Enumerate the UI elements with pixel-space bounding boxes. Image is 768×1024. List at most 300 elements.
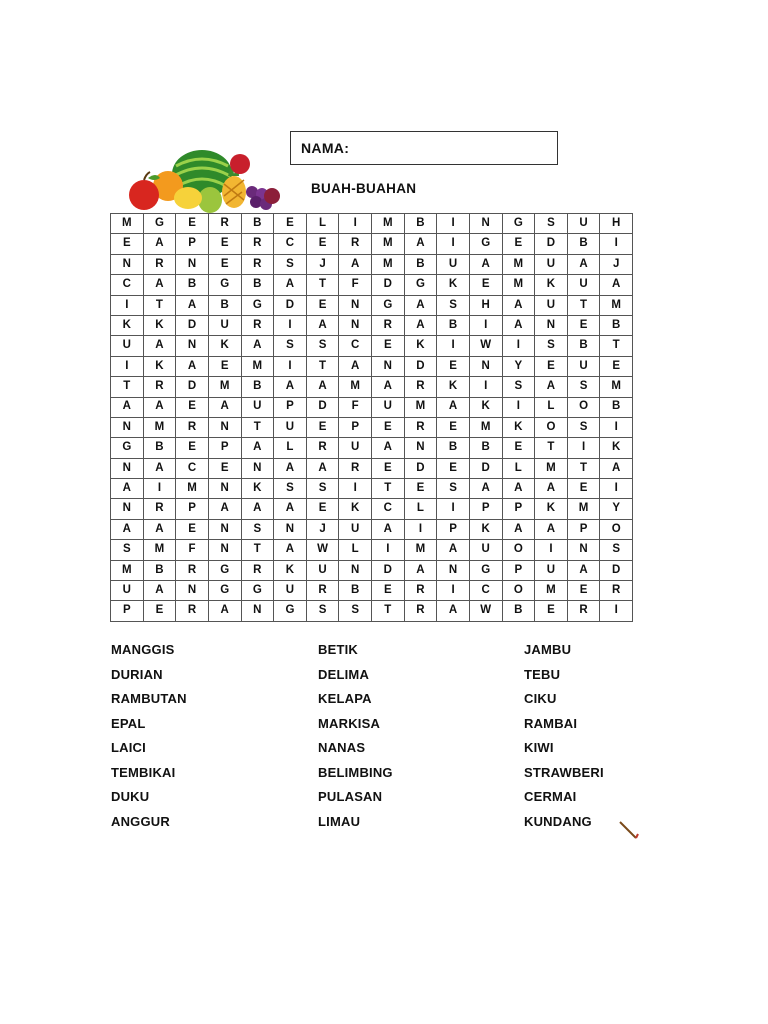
grid-cell[interactable]: R xyxy=(306,438,339,458)
grid-cell[interactable]: L xyxy=(274,438,307,458)
grid-cell[interactable]: K xyxy=(535,275,568,295)
grid-cell[interactable]: M xyxy=(372,214,405,234)
grid-cell[interactable]: A xyxy=(372,438,405,458)
grid-cell[interactable]: I xyxy=(111,295,144,315)
grid-cell[interactable]: A xyxy=(306,377,339,397)
grid-cell[interactable]: B xyxy=(241,214,274,234)
grid-cell[interactable]: E xyxy=(567,581,600,601)
grid-cell[interactable]: B xyxy=(600,315,633,335)
grid-cell[interactable]: I xyxy=(502,397,535,417)
grid-cell[interactable]: G xyxy=(372,295,405,315)
grid-cell[interactable]: U xyxy=(274,581,307,601)
grid-cell[interactable]: A xyxy=(404,234,437,254)
grid-cell[interactable]: U xyxy=(339,519,372,539)
grid-cell[interactable]: T xyxy=(600,336,633,356)
grid-cell[interactable]: H xyxy=(600,214,633,234)
grid-cell[interactable]: B xyxy=(437,315,470,335)
grid-cell[interactable]: T xyxy=(306,275,339,295)
grid-cell[interactable]: N xyxy=(274,519,307,539)
grid-cell[interactable]: A xyxy=(241,438,274,458)
grid-cell[interactable]: N xyxy=(339,560,372,580)
grid-cell[interactable]: R xyxy=(176,417,209,437)
grid-cell[interactable]: A xyxy=(143,336,176,356)
grid-cell[interactable]: G xyxy=(469,234,502,254)
grid-cell[interactable]: B xyxy=(437,438,470,458)
grid-cell[interactable]: R xyxy=(176,560,209,580)
grid-cell[interactable]: A xyxy=(143,275,176,295)
grid-cell[interactable]: S xyxy=(274,336,307,356)
grid-cell[interactable]: N xyxy=(404,438,437,458)
grid-cell[interactable]: E xyxy=(567,315,600,335)
grid-cell[interactable]: U xyxy=(567,214,600,234)
grid-cell[interactable]: G xyxy=(111,438,144,458)
grid-cell[interactable]: D xyxy=(372,275,405,295)
grid-cell[interactable]: A xyxy=(600,275,633,295)
grid-cell[interactable]: D xyxy=(274,295,307,315)
grid-cell[interactable]: R xyxy=(404,581,437,601)
grid-cell[interactable]: E xyxy=(306,234,339,254)
grid-cell[interactable]: N xyxy=(241,458,274,478)
grid-cell[interactable]: A xyxy=(600,458,633,478)
grid-cell[interactable]: D xyxy=(176,315,209,335)
grid-cell[interactable]: J xyxy=(306,254,339,274)
grid-cell[interactable]: B xyxy=(600,397,633,417)
grid-cell[interactable]: K xyxy=(600,438,633,458)
grid-cell[interactable]: A xyxy=(143,519,176,539)
grid-cell[interactable]: I xyxy=(469,377,502,397)
grid-cell[interactable]: C xyxy=(469,581,502,601)
grid-cell[interactable]: K xyxy=(502,417,535,437)
grid-cell[interactable]: P xyxy=(502,560,535,580)
grid-cell[interactable]: K xyxy=(404,336,437,356)
grid-cell[interactable]: R xyxy=(404,601,437,621)
grid-cell[interactable]: G xyxy=(241,581,274,601)
grid-cell[interactable]: N xyxy=(208,479,241,499)
grid-cell[interactable]: A xyxy=(306,315,339,335)
grid-cell[interactable]: B xyxy=(404,254,437,274)
grid-cell[interactable]: A xyxy=(143,397,176,417)
grid-cell[interactable]: R xyxy=(600,581,633,601)
grid-cell[interactable]: S xyxy=(502,377,535,397)
grid-cell[interactable]: I xyxy=(469,315,502,335)
grid-cell[interactable]: T xyxy=(372,601,405,621)
grid-cell[interactable]: K xyxy=(437,377,470,397)
grid-cell[interactable]: M xyxy=(111,560,144,580)
grid-cell[interactable]: G xyxy=(404,275,437,295)
grid-cell[interactable]: R xyxy=(567,601,600,621)
grid-cell[interactable]: S xyxy=(535,336,568,356)
grid-cell[interactable]: S xyxy=(306,336,339,356)
grid-cell[interactable]: A xyxy=(176,356,209,376)
grid-cell[interactable]: E xyxy=(208,458,241,478)
grid-cell[interactable]: K xyxy=(469,519,502,539)
grid-cell[interactable]: R xyxy=(143,254,176,274)
grid-cell[interactable]: K xyxy=(208,336,241,356)
grid-cell[interactable]: E xyxy=(143,601,176,621)
grid-cell[interactable]: D xyxy=(306,397,339,417)
grid-cell[interactable]: A xyxy=(404,315,437,335)
grid-cell[interactable]: R xyxy=(241,560,274,580)
grid-cell[interactable]: U xyxy=(111,581,144,601)
grid-cell[interactable]: M xyxy=(600,295,633,315)
grid-cell[interactable]: S xyxy=(437,479,470,499)
grid-cell[interactable]: D xyxy=(404,356,437,376)
grid-cell[interactable]: B xyxy=(208,295,241,315)
grid-cell[interactable]: A xyxy=(339,356,372,376)
grid-cell[interactable]: A xyxy=(208,601,241,621)
grid-cell[interactable]: U xyxy=(469,540,502,560)
grid-cell[interactable]: R xyxy=(143,377,176,397)
grid-cell[interactable]: U xyxy=(372,397,405,417)
grid-cell[interactable]: U xyxy=(241,397,274,417)
grid-cell[interactable]: L xyxy=(535,397,568,417)
grid-cell[interactable]: F xyxy=(339,397,372,417)
grid-cell[interactable]: S xyxy=(437,295,470,315)
grid-cell[interactable]: E xyxy=(208,234,241,254)
grid-cell[interactable]: U xyxy=(535,295,568,315)
grid-cell[interactable]: A xyxy=(176,295,209,315)
grid-cell[interactable]: D xyxy=(469,458,502,478)
grid-cell[interactable]: S xyxy=(111,540,144,560)
grid-cell[interactable]: A xyxy=(469,479,502,499)
grid-cell[interactable]: N xyxy=(469,356,502,376)
grid-cell[interactable]: T xyxy=(535,438,568,458)
grid-cell[interactable]: N xyxy=(339,295,372,315)
grid-cell[interactable]: I xyxy=(600,601,633,621)
grid-cell[interactable]: I xyxy=(404,519,437,539)
grid-cell[interactable]: T xyxy=(567,458,600,478)
grid-cell[interactable]: K xyxy=(339,499,372,519)
grid-cell[interactable]: R xyxy=(208,214,241,234)
grid-cell[interactable]: A xyxy=(437,397,470,417)
grid-cell[interactable]: R xyxy=(241,254,274,274)
grid-cell[interactable]: K xyxy=(274,560,307,580)
grid-cell[interactable]: A xyxy=(274,377,307,397)
grid-cell[interactable]: D xyxy=(176,377,209,397)
grid-cell[interactable]: N xyxy=(176,581,209,601)
grid-cell[interactable]: P xyxy=(176,234,209,254)
grid-cell[interactable]: F xyxy=(339,275,372,295)
grid-cell[interactable]: M xyxy=(111,214,144,234)
grid-cell[interactable]: E xyxy=(306,417,339,437)
grid-cell[interactable]: P xyxy=(567,519,600,539)
grid-cell[interactable]: C xyxy=(339,336,372,356)
grid-cell[interactable]: R xyxy=(143,499,176,519)
grid-cell[interactable]: A xyxy=(274,540,307,560)
grid-cell[interactable]: E xyxy=(469,275,502,295)
grid-cell[interactable]: M xyxy=(143,540,176,560)
grid-cell[interactable]: E xyxy=(176,397,209,417)
grid-cell[interactable]: W xyxy=(306,540,339,560)
grid-cell[interactable]: I xyxy=(502,336,535,356)
grid-cell[interactable]: I xyxy=(339,479,372,499)
grid-cell[interactable]: I xyxy=(600,417,633,437)
grid-cell[interactable]: R xyxy=(404,417,437,437)
grid-cell[interactable]: O xyxy=(535,417,568,437)
grid-cell[interactable]: N xyxy=(339,315,372,335)
grid-cell[interactable]: N xyxy=(111,499,144,519)
grid-cell[interactable]: G xyxy=(241,295,274,315)
grid-cell[interactable]: M xyxy=(241,356,274,376)
grid-cell[interactable]: A xyxy=(241,336,274,356)
grid-cell[interactable]: S xyxy=(535,214,568,234)
grid-cell[interactable]: I xyxy=(437,581,470,601)
grid-cell[interactable]: D xyxy=(600,560,633,580)
grid-cell[interactable]: B xyxy=(469,438,502,458)
grid-cell[interactable]: L xyxy=(404,499,437,519)
grid-cell[interactable]: P xyxy=(339,417,372,437)
grid-cell[interactable]: R xyxy=(372,315,405,335)
grid-cell[interactable]: D xyxy=(404,458,437,478)
grid-cell[interactable]: N xyxy=(372,356,405,376)
grid-cell[interactable]: B xyxy=(339,581,372,601)
grid-cell[interactable]: M xyxy=(208,377,241,397)
grid-cell[interactable]: A xyxy=(274,275,307,295)
grid-cell[interactable]: N xyxy=(208,540,241,560)
grid-cell[interactable]: M xyxy=(535,581,568,601)
grid-cell[interactable]: A xyxy=(143,458,176,478)
grid-cell[interactable]: S xyxy=(306,601,339,621)
grid-cell[interactable]: A xyxy=(437,601,470,621)
grid-cell[interactable]: U xyxy=(111,336,144,356)
grid-cell[interactable]: M xyxy=(535,458,568,478)
grid-cell[interactable]: R xyxy=(339,458,372,478)
grid-cell[interactable]: C xyxy=(111,275,144,295)
grid-cell[interactable]: A xyxy=(111,519,144,539)
grid-cell[interactable]: P xyxy=(437,519,470,539)
grid-cell[interactable]: I xyxy=(437,336,470,356)
grid-cell[interactable]: B xyxy=(567,234,600,254)
grid-cell[interactable]: M xyxy=(372,234,405,254)
grid-cell[interactable]: O xyxy=(567,397,600,417)
grid-cell[interactable]: A xyxy=(469,254,502,274)
grid-cell[interactable]: N xyxy=(241,601,274,621)
grid-cell[interactable]: J xyxy=(600,254,633,274)
grid-cell[interactable]: N xyxy=(208,519,241,539)
grid-cell[interactable]: M xyxy=(176,479,209,499)
grid-cell[interactable]: M xyxy=(469,417,502,437)
grid-cell[interactable]: E xyxy=(404,479,437,499)
grid-cell[interactable]: I xyxy=(372,540,405,560)
grid-cell[interactable]: N xyxy=(208,417,241,437)
grid-cell[interactable]: L xyxy=(502,458,535,478)
grid-cell[interactable]: I xyxy=(111,356,144,376)
grid-cell[interactable]: N xyxy=(469,214,502,234)
grid-cell[interactable]: A xyxy=(274,499,307,519)
grid-cell[interactable]: A xyxy=(502,519,535,539)
grid-cell[interactable]: U xyxy=(567,356,600,376)
grid-cell[interactable]: S xyxy=(567,417,600,437)
grid-cell[interactable]: G xyxy=(208,275,241,295)
grid-cell[interactable]: G xyxy=(502,214,535,234)
grid-cell[interactable]: R xyxy=(404,377,437,397)
grid-cell[interactable]: B xyxy=(143,438,176,458)
grid-cell[interactable]: T xyxy=(567,295,600,315)
grid-cell[interactable]: N xyxy=(176,336,209,356)
grid-cell[interactable]: R xyxy=(306,581,339,601)
grid-cell[interactable]: O xyxy=(502,540,535,560)
grid-cell[interactable]: A xyxy=(535,377,568,397)
grid-cell[interactable]: C xyxy=(176,458,209,478)
grid-cell[interactable]: E xyxy=(502,438,535,458)
grid-cell[interactable]: A xyxy=(208,397,241,417)
grid-cell[interactable]: W xyxy=(469,336,502,356)
grid-cell[interactable]: I xyxy=(600,234,633,254)
grid-cell[interactable]: A xyxy=(241,499,274,519)
grid-cell[interactable]: Y xyxy=(502,356,535,376)
grid-cell[interactable]: E xyxy=(111,234,144,254)
grid-cell[interactable]: E xyxy=(502,234,535,254)
grid-cell[interactable]: T xyxy=(306,356,339,376)
grid-cell[interactable]: B xyxy=(143,560,176,580)
grid-cell[interactable]: U xyxy=(535,254,568,274)
grid-cell[interactable]: E xyxy=(535,601,568,621)
grid-cell[interactable]: E xyxy=(176,438,209,458)
grid-cell[interactable]: S xyxy=(567,377,600,397)
grid-cell[interactable]: U xyxy=(535,560,568,580)
grid-cell[interactable]: P xyxy=(274,397,307,417)
grid-cell[interactable]: A xyxy=(372,377,405,397)
grid-cell[interactable]: A xyxy=(274,458,307,478)
grid-cell[interactable]: H xyxy=(469,295,502,315)
grid-cell[interactable]: J xyxy=(306,519,339,539)
grid-cell[interactable]: I xyxy=(600,479,633,499)
grid-cell[interactable]: R xyxy=(176,601,209,621)
grid-cell[interactable]: L xyxy=(339,540,372,560)
grid-cell[interactable]: N xyxy=(535,315,568,335)
grid-cell[interactable]: A xyxy=(502,479,535,499)
grid-cell[interactable]: I xyxy=(437,234,470,254)
grid-cell[interactable]: P xyxy=(469,499,502,519)
grid-cell[interactable]: U xyxy=(208,315,241,335)
grid-cell[interactable]: A xyxy=(567,560,600,580)
grid-cell[interactable]: E xyxy=(306,499,339,519)
grid-cell[interactable]: A xyxy=(535,519,568,539)
grid-cell[interactable]: S xyxy=(241,519,274,539)
grid-cell[interactable]: L xyxy=(306,214,339,234)
grid-cell[interactable]: A xyxy=(143,234,176,254)
grid-cell[interactable]: G xyxy=(143,214,176,234)
grid-cell[interactable]: A xyxy=(372,519,405,539)
grid-cell[interactable]: S xyxy=(600,540,633,560)
grid-cell[interactable]: T xyxy=(143,295,176,315)
grid-cell[interactable]: P xyxy=(208,438,241,458)
grid-cell[interactable]: E xyxy=(437,458,470,478)
grid-cell[interactable]: P xyxy=(111,601,144,621)
grid-cell[interactable]: I xyxy=(437,499,470,519)
grid-cell[interactable]: G xyxy=(208,581,241,601)
grid-cell[interactable]: A xyxy=(437,540,470,560)
grid-cell[interactable]: B xyxy=(404,214,437,234)
grid-cell[interactable]: F xyxy=(176,540,209,560)
grid-cell[interactable]: C xyxy=(372,499,405,519)
grid-cell[interactable]: M xyxy=(143,417,176,437)
grid-cell[interactable]: I xyxy=(339,214,372,234)
grid-cell[interactable]: E xyxy=(274,214,307,234)
grid-cell[interactable]: I xyxy=(567,438,600,458)
grid-cell[interactable]: N xyxy=(437,560,470,580)
grid-cell[interactable]: E xyxy=(176,214,209,234)
grid-cell[interactable]: D xyxy=(372,560,405,580)
grid-cell[interactable]: C xyxy=(274,234,307,254)
grid-cell[interactable]: N xyxy=(111,458,144,478)
grid-cell[interactable]: T xyxy=(111,377,144,397)
grid-cell[interactable]: A xyxy=(535,479,568,499)
grid-cell[interactable]: B xyxy=(567,336,600,356)
grid-cell[interactable]: K xyxy=(437,275,470,295)
grid-cell[interactable]: A xyxy=(502,295,535,315)
grid-cell[interactable]: W xyxy=(469,601,502,621)
grid-cell[interactable]: E xyxy=(437,356,470,376)
grid-cell[interactable]: B xyxy=(176,275,209,295)
grid-cell[interactable]: I xyxy=(274,315,307,335)
grid-cell[interactable]: B xyxy=(241,275,274,295)
grid-cell[interactable]: A xyxy=(111,479,144,499)
grid-cell[interactable]: M xyxy=(600,377,633,397)
grid-cell[interactable]: G xyxy=(274,601,307,621)
grid-cell[interactable]: E xyxy=(306,295,339,315)
grid-cell[interactable]: T xyxy=(241,540,274,560)
grid-cell[interactable]: N xyxy=(567,540,600,560)
grid-cell[interactable]: E xyxy=(567,479,600,499)
grid-cell[interactable]: I xyxy=(143,479,176,499)
grid-cell[interactable]: A xyxy=(404,560,437,580)
grid-cell[interactable]: R xyxy=(339,234,372,254)
grid-cell[interactable]: G xyxy=(208,560,241,580)
grid-cell[interactable]: K xyxy=(535,499,568,519)
grid-cell[interactable]: K xyxy=(143,315,176,335)
grid-cell[interactable]: S xyxy=(274,479,307,499)
grid-cell[interactable]: A xyxy=(111,397,144,417)
grid-cell[interactable]: G xyxy=(469,560,502,580)
grid-cell[interactable]: A xyxy=(208,499,241,519)
grid-cell[interactable]: A xyxy=(306,458,339,478)
grid-cell[interactable]: E xyxy=(176,519,209,539)
grid-cell[interactable]: A xyxy=(143,581,176,601)
grid-cell[interactable]: S xyxy=(274,254,307,274)
grid-cell[interactable]: D xyxy=(535,234,568,254)
grid-cell[interactable]: E xyxy=(600,356,633,376)
grid-cell[interactable]: M xyxy=(404,540,437,560)
grid-cell[interactable]: U xyxy=(339,438,372,458)
grid-cell[interactable]: Y xyxy=(600,499,633,519)
grid-cell[interactable]: U xyxy=(306,560,339,580)
grid-cell[interactable]: U xyxy=(274,417,307,437)
grid-cell[interactable]: M xyxy=(339,377,372,397)
grid-cell[interactable]: S xyxy=(306,479,339,499)
grid-cell[interactable]: M xyxy=(502,254,535,274)
grid-cell[interactable]: I xyxy=(437,214,470,234)
grid-cell[interactable]: E xyxy=(437,417,470,437)
grid-cell[interactable]: P xyxy=(502,499,535,519)
grid-cell[interactable]: K xyxy=(469,397,502,417)
grid-cell[interactable]: A xyxy=(567,254,600,274)
grid-cell[interactable]: E xyxy=(372,417,405,437)
grid-cell[interactable]: A xyxy=(502,315,535,335)
grid-cell[interactable]: N xyxy=(111,254,144,274)
grid-cell[interactable]: B xyxy=(241,377,274,397)
grid-cell[interactable]: T xyxy=(241,417,274,437)
grid-cell[interactable]: R xyxy=(241,315,274,335)
grid-cell[interactable]: N xyxy=(176,254,209,274)
grid-cell[interactable]: I xyxy=(535,540,568,560)
grid-cell[interactable]: A xyxy=(339,254,372,274)
grid-cell[interactable]: B xyxy=(502,601,535,621)
grid-cell[interactable]: U xyxy=(567,275,600,295)
grid-cell[interactable]: K xyxy=(143,356,176,376)
grid-cell[interactable]: O xyxy=(600,519,633,539)
grid-cell[interactable]: E xyxy=(372,581,405,601)
